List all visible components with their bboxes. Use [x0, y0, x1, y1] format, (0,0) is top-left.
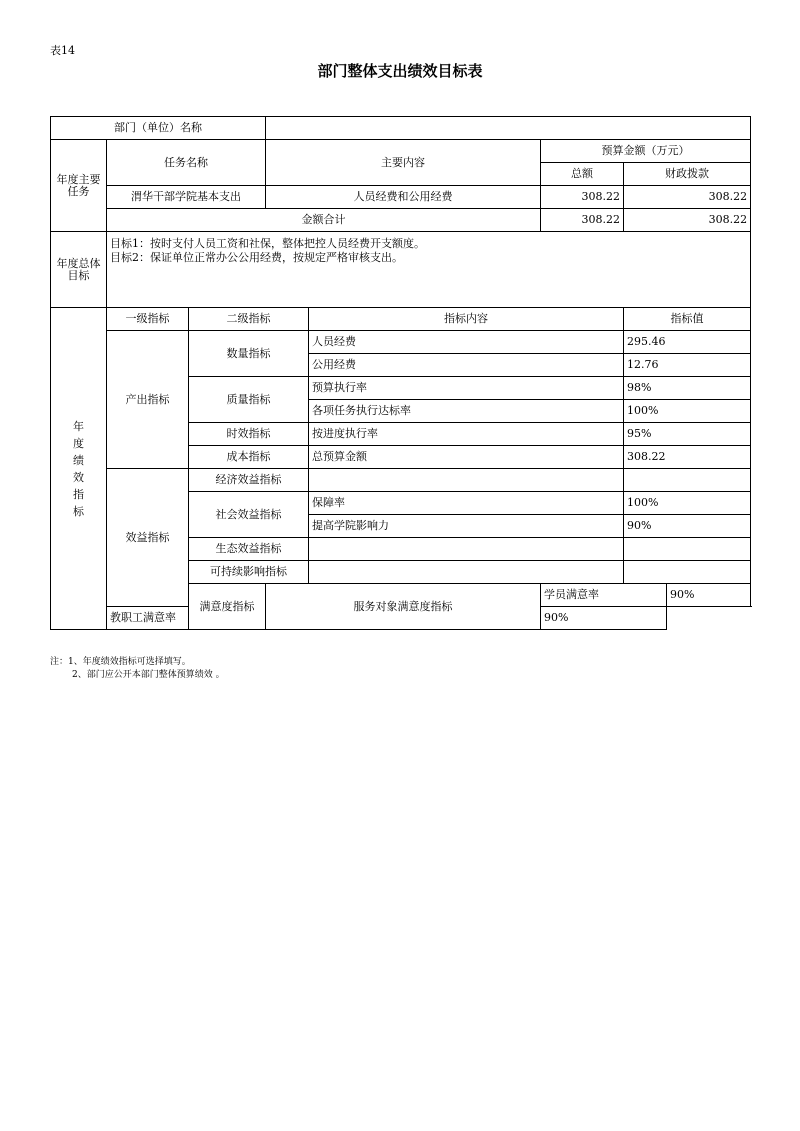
indicator-header-row	[51, 308, 751, 331]
budget-header: 预算金额（万元）	[541, 140, 751, 163]
level1-header: 一级指标	[107, 308, 189, 331]
social-indicator-label: 社会效益指标	[189, 492, 309, 538]
goal-line-1: 目标1：按时支付人员工资和社保，整体把控人员经费开支额度。	[110, 237, 425, 250]
sustainable-indicator-label: 可持续影响指标	[189, 561, 309, 584]
indicator-content: 公用经费	[309, 354, 624, 377]
dept-value	[266, 117, 751, 140]
fiscal-header: 财政拨款	[624, 163, 751, 186]
indicator-row	[51, 469, 751, 492]
indicator-value: 98%	[624, 377, 751, 400]
indicator-content: 各项任务执行达标率	[309, 400, 624, 423]
output-indicator-label: 产出指标	[107, 331, 189, 469]
performance-target-table	[50, 116, 751, 630]
indicator-row	[51, 331, 751, 354]
annual-goal-content	[107, 232, 751, 308]
task-name-header: 任务名称	[107, 140, 266, 186]
sum-fiscal: 308.22	[624, 209, 751, 232]
quality-indicator-label: 质量指标	[189, 377, 309, 423]
indicator-value	[624, 469, 751, 492]
indicator-content: 预算执行率	[309, 377, 624, 400]
task-content: 人员经费和公用经费	[266, 186, 541, 209]
indicator-content: 保障率	[309, 492, 624, 515]
footnote-2: 2、部门应公开本部门整体预算绩效 。	[72, 670, 225, 680]
footnotes	[50, 656, 225, 682]
indicator-value: 90%	[624, 515, 751, 538]
goal-row	[51, 232, 751, 308]
page-title: 部门整体支出绩效目标表	[317, 62, 483, 80]
main-content-header: 主要内容	[266, 140, 541, 186]
indicator-value: 100%	[624, 400, 751, 423]
annual-task-label: 年度主要任务	[51, 140, 107, 232]
indicator-value: 95%	[624, 423, 751, 446]
indicator-value: 295.46	[624, 331, 751, 354]
indicator-content: 提高学院影响力	[309, 515, 624, 538]
indicator-value: 90%	[541, 607, 667, 630]
indicator-value: 90%	[667, 584, 751, 607]
cost-indicator-label: 成本指标	[189, 446, 309, 469]
indicator-content: 人员经费	[309, 331, 624, 354]
indicator-value: 100%	[624, 492, 751, 515]
economic-indicator-label: 经济效益指标	[189, 469, 309, 492]
satisfaction-indicator-label: 满意度指标	[189, 584, 266, 630]
indicator-content: 教职工满意率	[107, 607, 266, 630]
sum-label: 金额合计	[107, 209, 541, 232]
indicators-label: 年度绩效指标	[51, 308, 107, 630]
goal-line-2: 目标2：保证单位正常办公公用经费，按规定严格审核支出。	[110, 251, 403, 264]
dept-row	[51, 117, 751, 140]
task-name: 渭华干部学院基本支出	[107, 186, 266, 209]
annual-goal-label: 年度总体目标	[51, 232, 107, 308]
level2-header: 二级指标	[189, 308, 309, 331]
indicator-value: 12.76	[624, 354, 751, 377]
indicator-content: 学员满意率	[541, 584, 667, 607]
indicator-content	[309, 469, 624, 492]
service-satisfaction-label: 服务对象满意度指标	[266, 584, 541, 630]
value-header: 指标值	[624, 308, 751, 331]
table-number: 表14	[50, 44, 75, 57]
task-fiscal: 308.22	[624, 186, 751, 209]
task-header-row	[51, 140, 751, 163]
timeliness-indicator-label: 时效指标	[189, 423, 309, 446]
indicator-value	[624, 538, 751, 561]
task-row	[51, 186, 751, 209]
content-header: 指标内容	[309, 308, 624, 331]
footnote-1: 注：1、年度绩效指标可选择填写。	[50, 657, 191, 667]
dept-label: 部门（单位）名称	[51, 117, 266, 140]
benefit-indicator-label: 效益指标	[107, 469, 189, 607]
quantity-indicator-label: 数量指标	[189, 331, 309, 377]
sum-row	[51, 209, 751, 232]
ecological-indicator-label: 生态效益指标	[189, 538, 309, 561]
indicator-value	[624, 561, 751, 584]
indicator-content: 总预算金额	[309, 446, 624, 469]
indicator-content: 按进度执行率	[309, 423, 624, 446]
indicator-content	[309, 561, 624, 584]
sum-total: 308.22	[541, 209, 624, 232]
task-total: 308.22	[541, 186, 624, 209]
indicator-content	[309, 538, 624, 561]
indicator-value: 308.22	[624, 446, 751, 469]
total-header: 总额	[541, 163, 624, 186]
